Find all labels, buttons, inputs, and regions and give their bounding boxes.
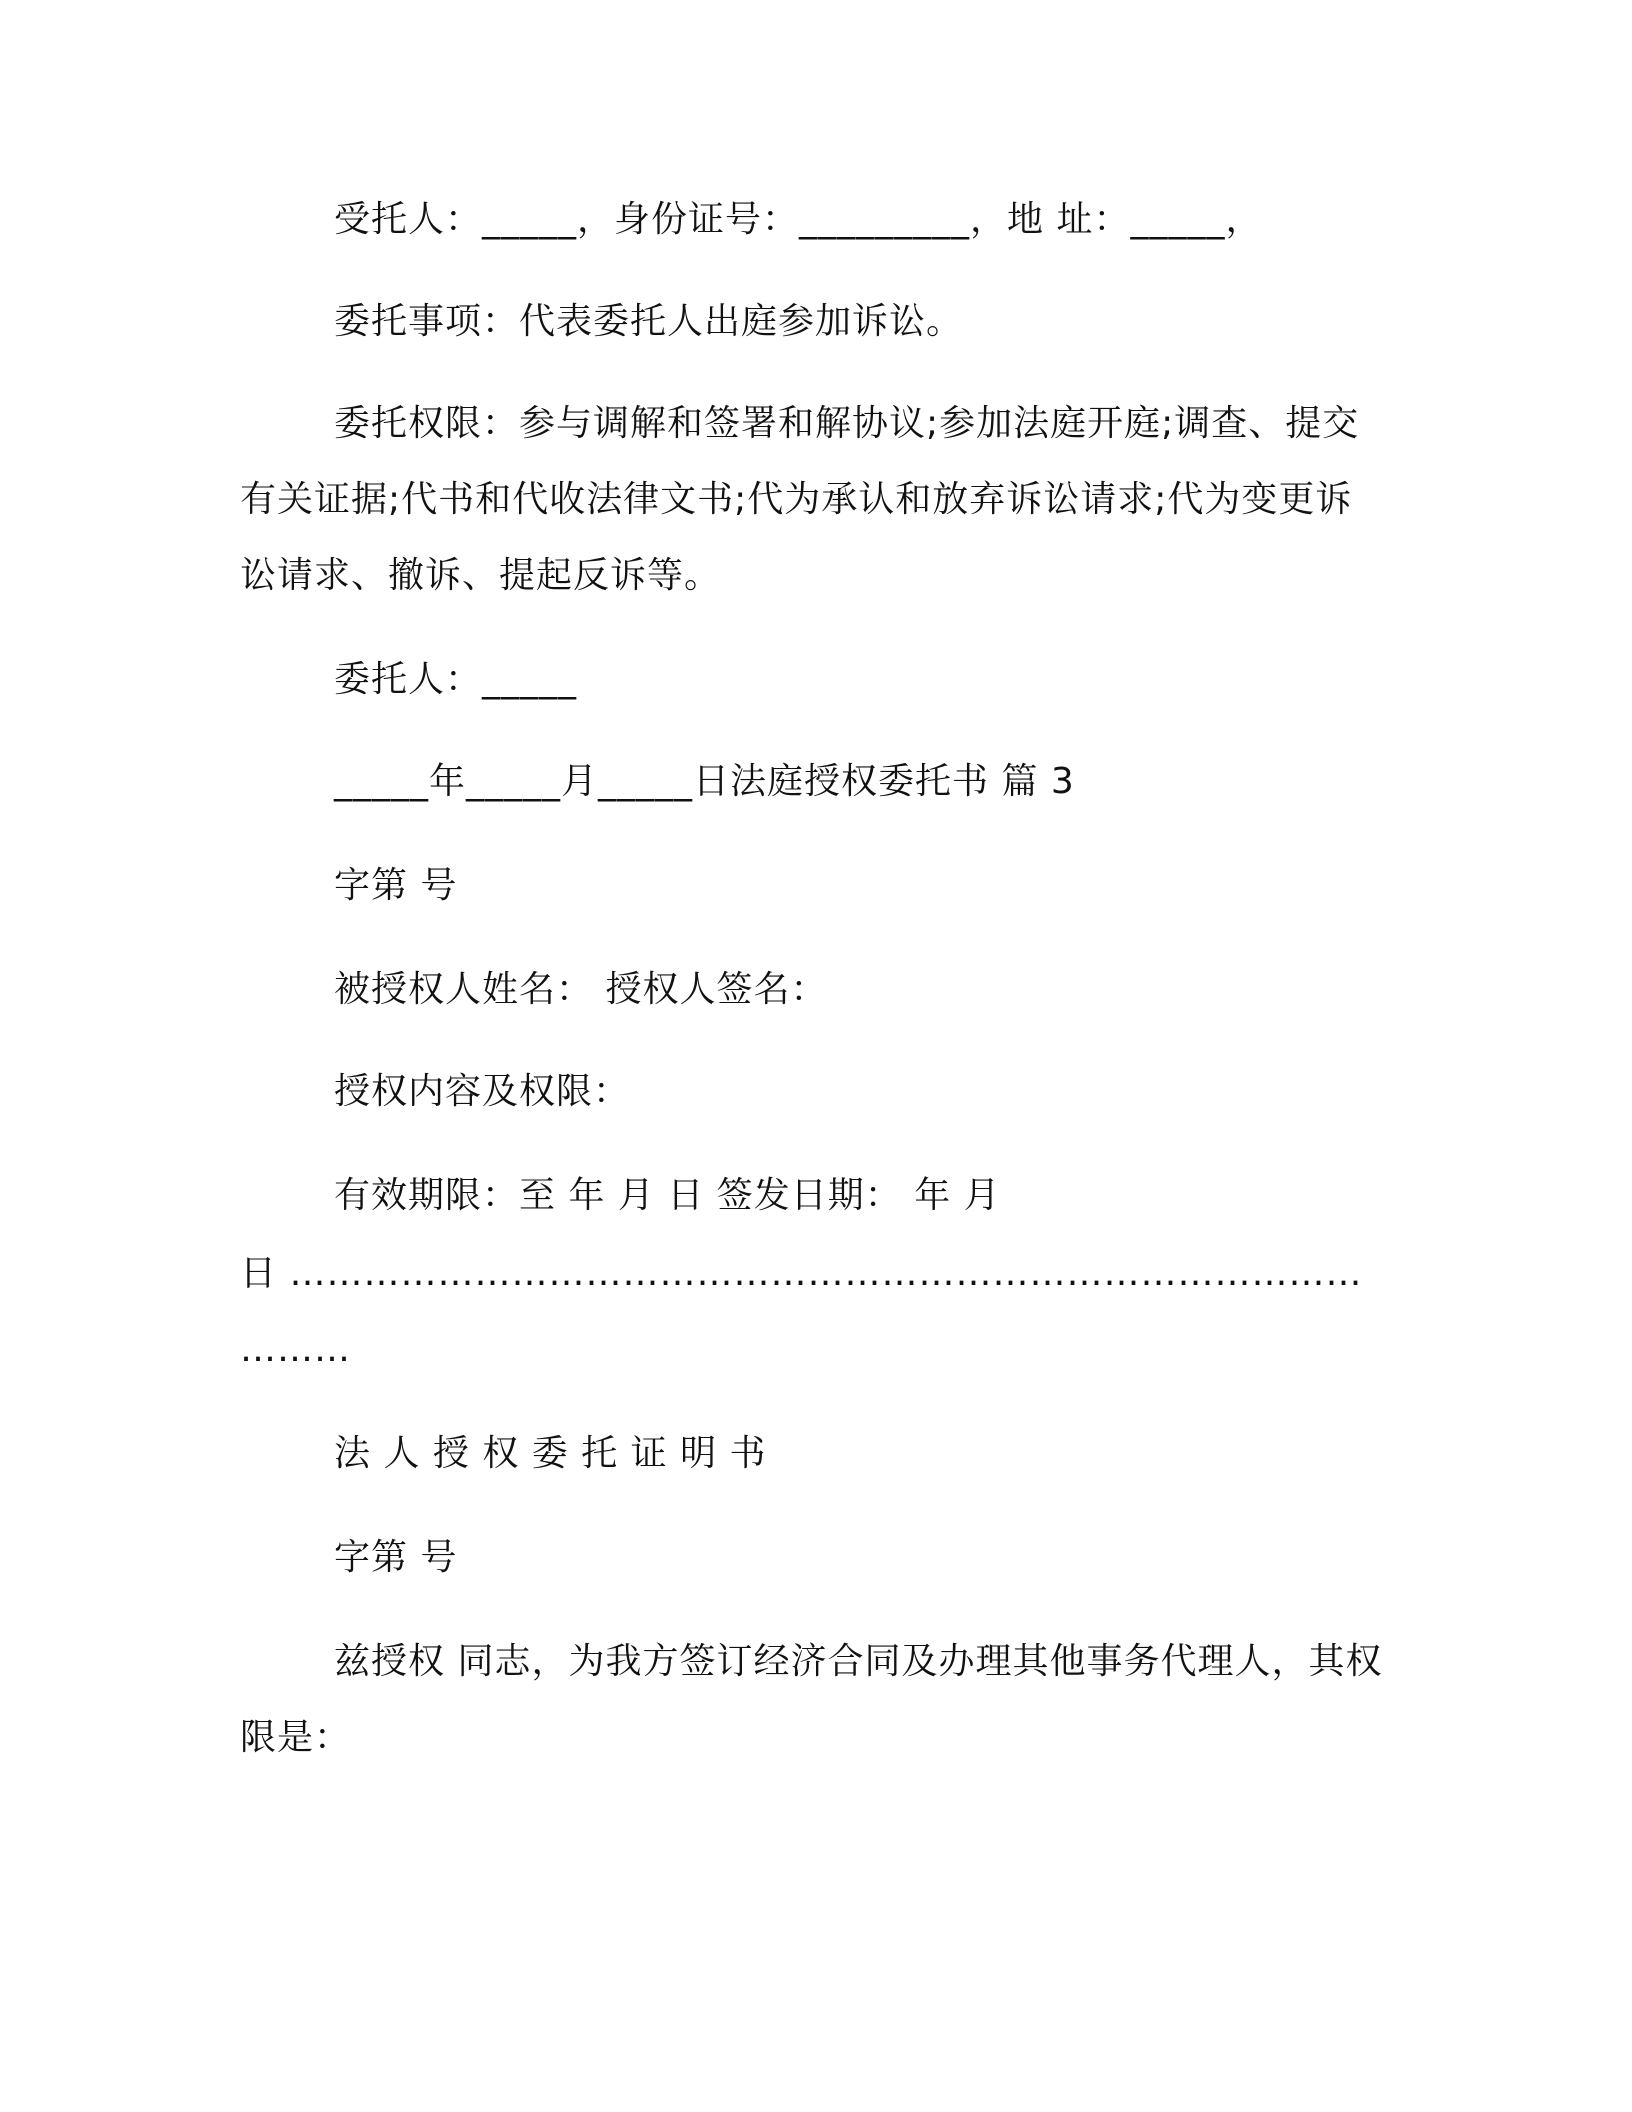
agent-info-line: 受托人：_____，身份证号：_________，地 址：_____， — [334, 199, 1263, 240]
document-number-line: 字第 号 — [334, 865, 458, 906]
signature-names-line: 被授权人姓名： 授权人签名： — [334, 969, 828, 1010]
authorization-statement-line-2: 限是： — [240, 1717, 352, 1758]
authorization-statement-line-1: 兹授权 同志，为我方签订经济合同及办理其他事务代理人，其权 — [334, 1641, 1383, 1682]
entrusted-matters-line: 委托事项：代表委托人出庭参加诉讼。 — [334, 301, 964, 342]
section-title: 法 人 授 权 委 托 证 明 书 — [334, 1433, 767, 1474]
authority-scope-line-1: 委托权限：参与调解和签署和解协议;参加法庭开庭;调查、提交 — [334, 403, 1360, 444]
validity-period-line: 有效期限：至 年 月 日 签发日期： 年 月 — [334, 1175, 1001, 1216]
principal-line: 委托人：_____ — [334, 659, 578, 700]
authorization-content-line: 授权内容及权限： — [334, 1071, 631, 1112]
date-and-title-line: _____年_____月_____日法庭授权委托书 篇 3 — [334, 761, 1075, 802]
authority-scope-line-2: 有关证据;代书和代收法律文书;代为承认和放弃诉讼请求;代为变更诉 — [240, 479, 1353, 520]
document-number-line-2: 字第 号 — [334, 1537, 458, 1578]
authority-scope-line-3: 讼请求、撤诉、提起反诉等。 — [240, 555, 722, 596]
dotted-line-1: 日 …………………………………………………………………………… — [240, 1253, 1363, 1294]
dotted-line-2: ……… — [240, 1329, 351, 1370]
